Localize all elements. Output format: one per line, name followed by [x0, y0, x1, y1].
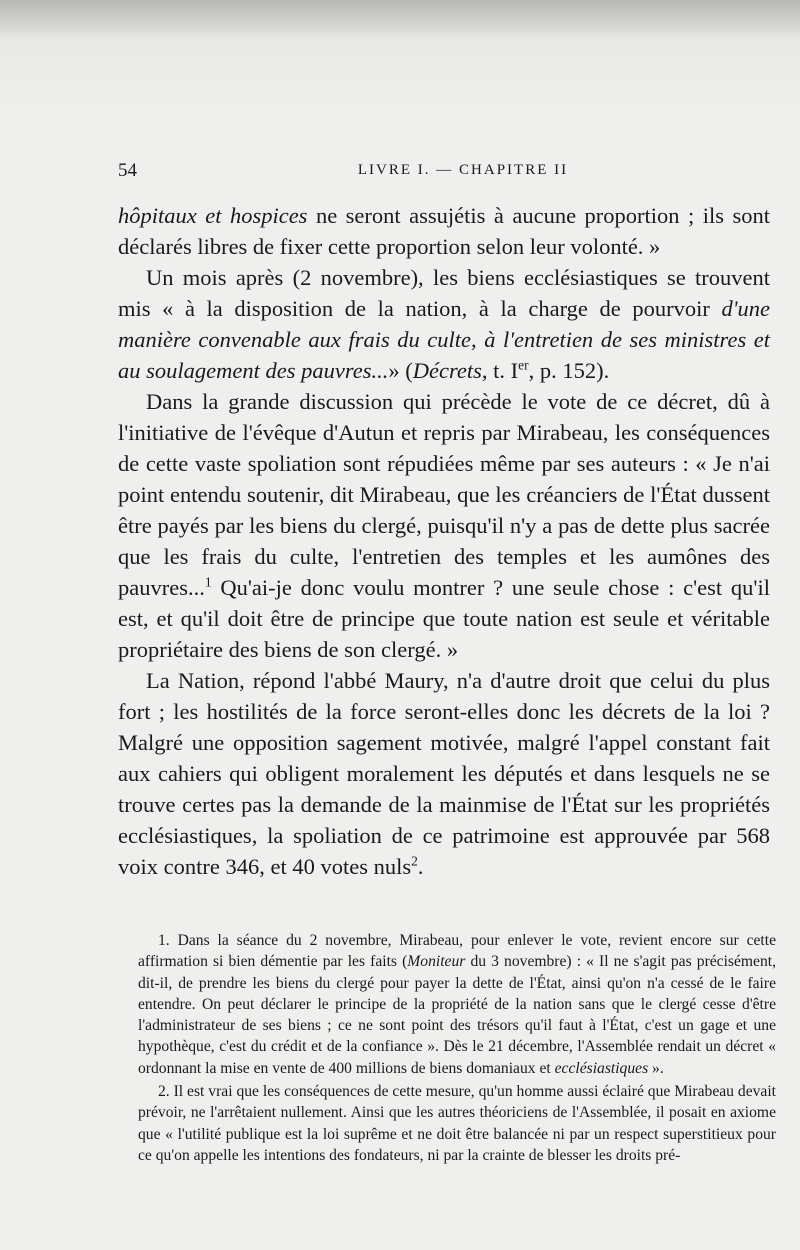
paragraph-3 [118, 386, 770, 665]
footnote-1 [138, 930, 776, 1079]
footnote-text: ». [648, 1059, 664, 1077]
scan-edge-shadow [0, 0, 800, 40]
footnote-text: du 3 novembre) : « Il ne s'agit pas précisément, dit-il, de prendre les biens du clergé pour payer la dette de l'État, ainsi qu'on n'a cessé de le faire entendre. On peut déclarer le principe de la propriété de la nation sans que le clergé cesse d'être l'administrateur de ses biens ; ce ne sont point des trésors qu'il faut à l'État, c'est un gage et une hypothèque, c'est du crédit et de la confiance ». Dès le 21 décembre, l'Assemblée rendait un décret « ordonnant la mise en vente de 400 millions de biens domaniaux et [138, 953, 777, 1077]
paragraph-text: La Nation, répond l'abbé Maury, n'a d'autre droit que celui du plus fort ; les hostilités de la force seront-elles donc les décrets de la loi ? Malgré une opposition sagement motivée, malgré l'appel constant fait aux cahiers qui obligent moralement les députés et dans lesquels ne se trouve certes pas la demande de la mainmise de l'État sur les propriétés ecclésiastiques, la spoliation de ce patrimoine est approuvée par 568 voix contre 346, et 40 votes nuls [118, 668, 770, 879]
italic-phrase: d'une manière convenable aux frais du culte, à l'entretien de ses ministres et au soulagement des pauvres... [118, 296, 770, 383]
paragraph-4 [118, 665, 770, 882]
page-number: 54 [118, 160, 137, 181]
footnote-text: 1. Dans la séance du 2 novembre, Mirabeau, pour enlever le vote, revient encore sur cette affirmation si bien démentie par les faits ( [138, 932, 776, 971]
paragraph-text: » ( [388, 358, 413, 383]
footnote-ref-2: 2 [411, 853, 418, 869]
body-text [118, 200, 770, 882]
footnote-text: 2. Il est vrai que les conséquences de cette mesure, qu'un homme aussi éclairé que Mirabeau devait prévoir, ne l'arrêtaient nullement. Ainsi que les autres théoriciens de l'Assemblée, il posait en axiome que « l'utilité publique est la loi suprême et ne doit être balancée ni par un respect superstitieux pour ce qu'on appelle les intentions des fondateurs, ni par la crainte de blesser les droits pré- [138, 1083, 776, 1164]
footnote-2 [138, 1081, 776, 1166]
italic-citation: Décrets [412, 358, 482, 383]
running-head [118, 160, 768, 184]
paragraph-text: Un mois après (2 novembre), les biens ecclésiastiques se trouvent mis « à la disposition de la nation, à la charge de pourvoir [118, 265, 770, 321]
footnotes [138, 930, 776, 1166]
paragraph-text: ne seront assujétis à aucune proportion ; ils sont déclarés libres de fixer cette proportion selon leur volonté. » [118, 203, 771, 259]
paragraph-text: , p. 152). [528, 358, 610, 383]
superscript: er [518, 357, 529, 373]
italic-phrase: hôpitaux et hospices [118, 203, 308, 228]
footnote-ref-1: 1 [204, 574, 212, 590]
paragraph-2 [118, 262, 770, 386]
italic-citation: Moniteur [407, 953, 466, 971]
paragraph-text: . [417, 854, 424, 879]
paragraph-1 [118, 200, 770, 262]
italic-phrase: ecclésiastiques [554, 1059, 649, 1077]
paragraph-text: , t. I [481, 358, 519, 383]
paragraph-text: Qu'ai-je donc voulu montrer ? une seule chose : c'est qu'il est, et qu'il doit être de principe que toute nation est seule et véritable propriétaire des biens de son clergé. » [118, 575, 770, 662]
paragraph-text: Dans la grande discussion qui précède le vote de ce décret, dû à l'initiative de l'évêque d'Autun et repris par Mirabeau, les conséquences de cette vaste spoliation sont répudiées même par ses auteurs : « Je n'ai point entendu soutenir, dit Mirabeau, que les créanciers de l'État dussent être payés par les biens du clergé, puisqu'il n'y a pas de dette plus sacrée que les frais du culte, l'entretien des temples et les aumônes des pauvres... [118, 389, 770, 600]
running-title: LIVRE I. — CHAPITRE II [357, 162, 569, 178]
